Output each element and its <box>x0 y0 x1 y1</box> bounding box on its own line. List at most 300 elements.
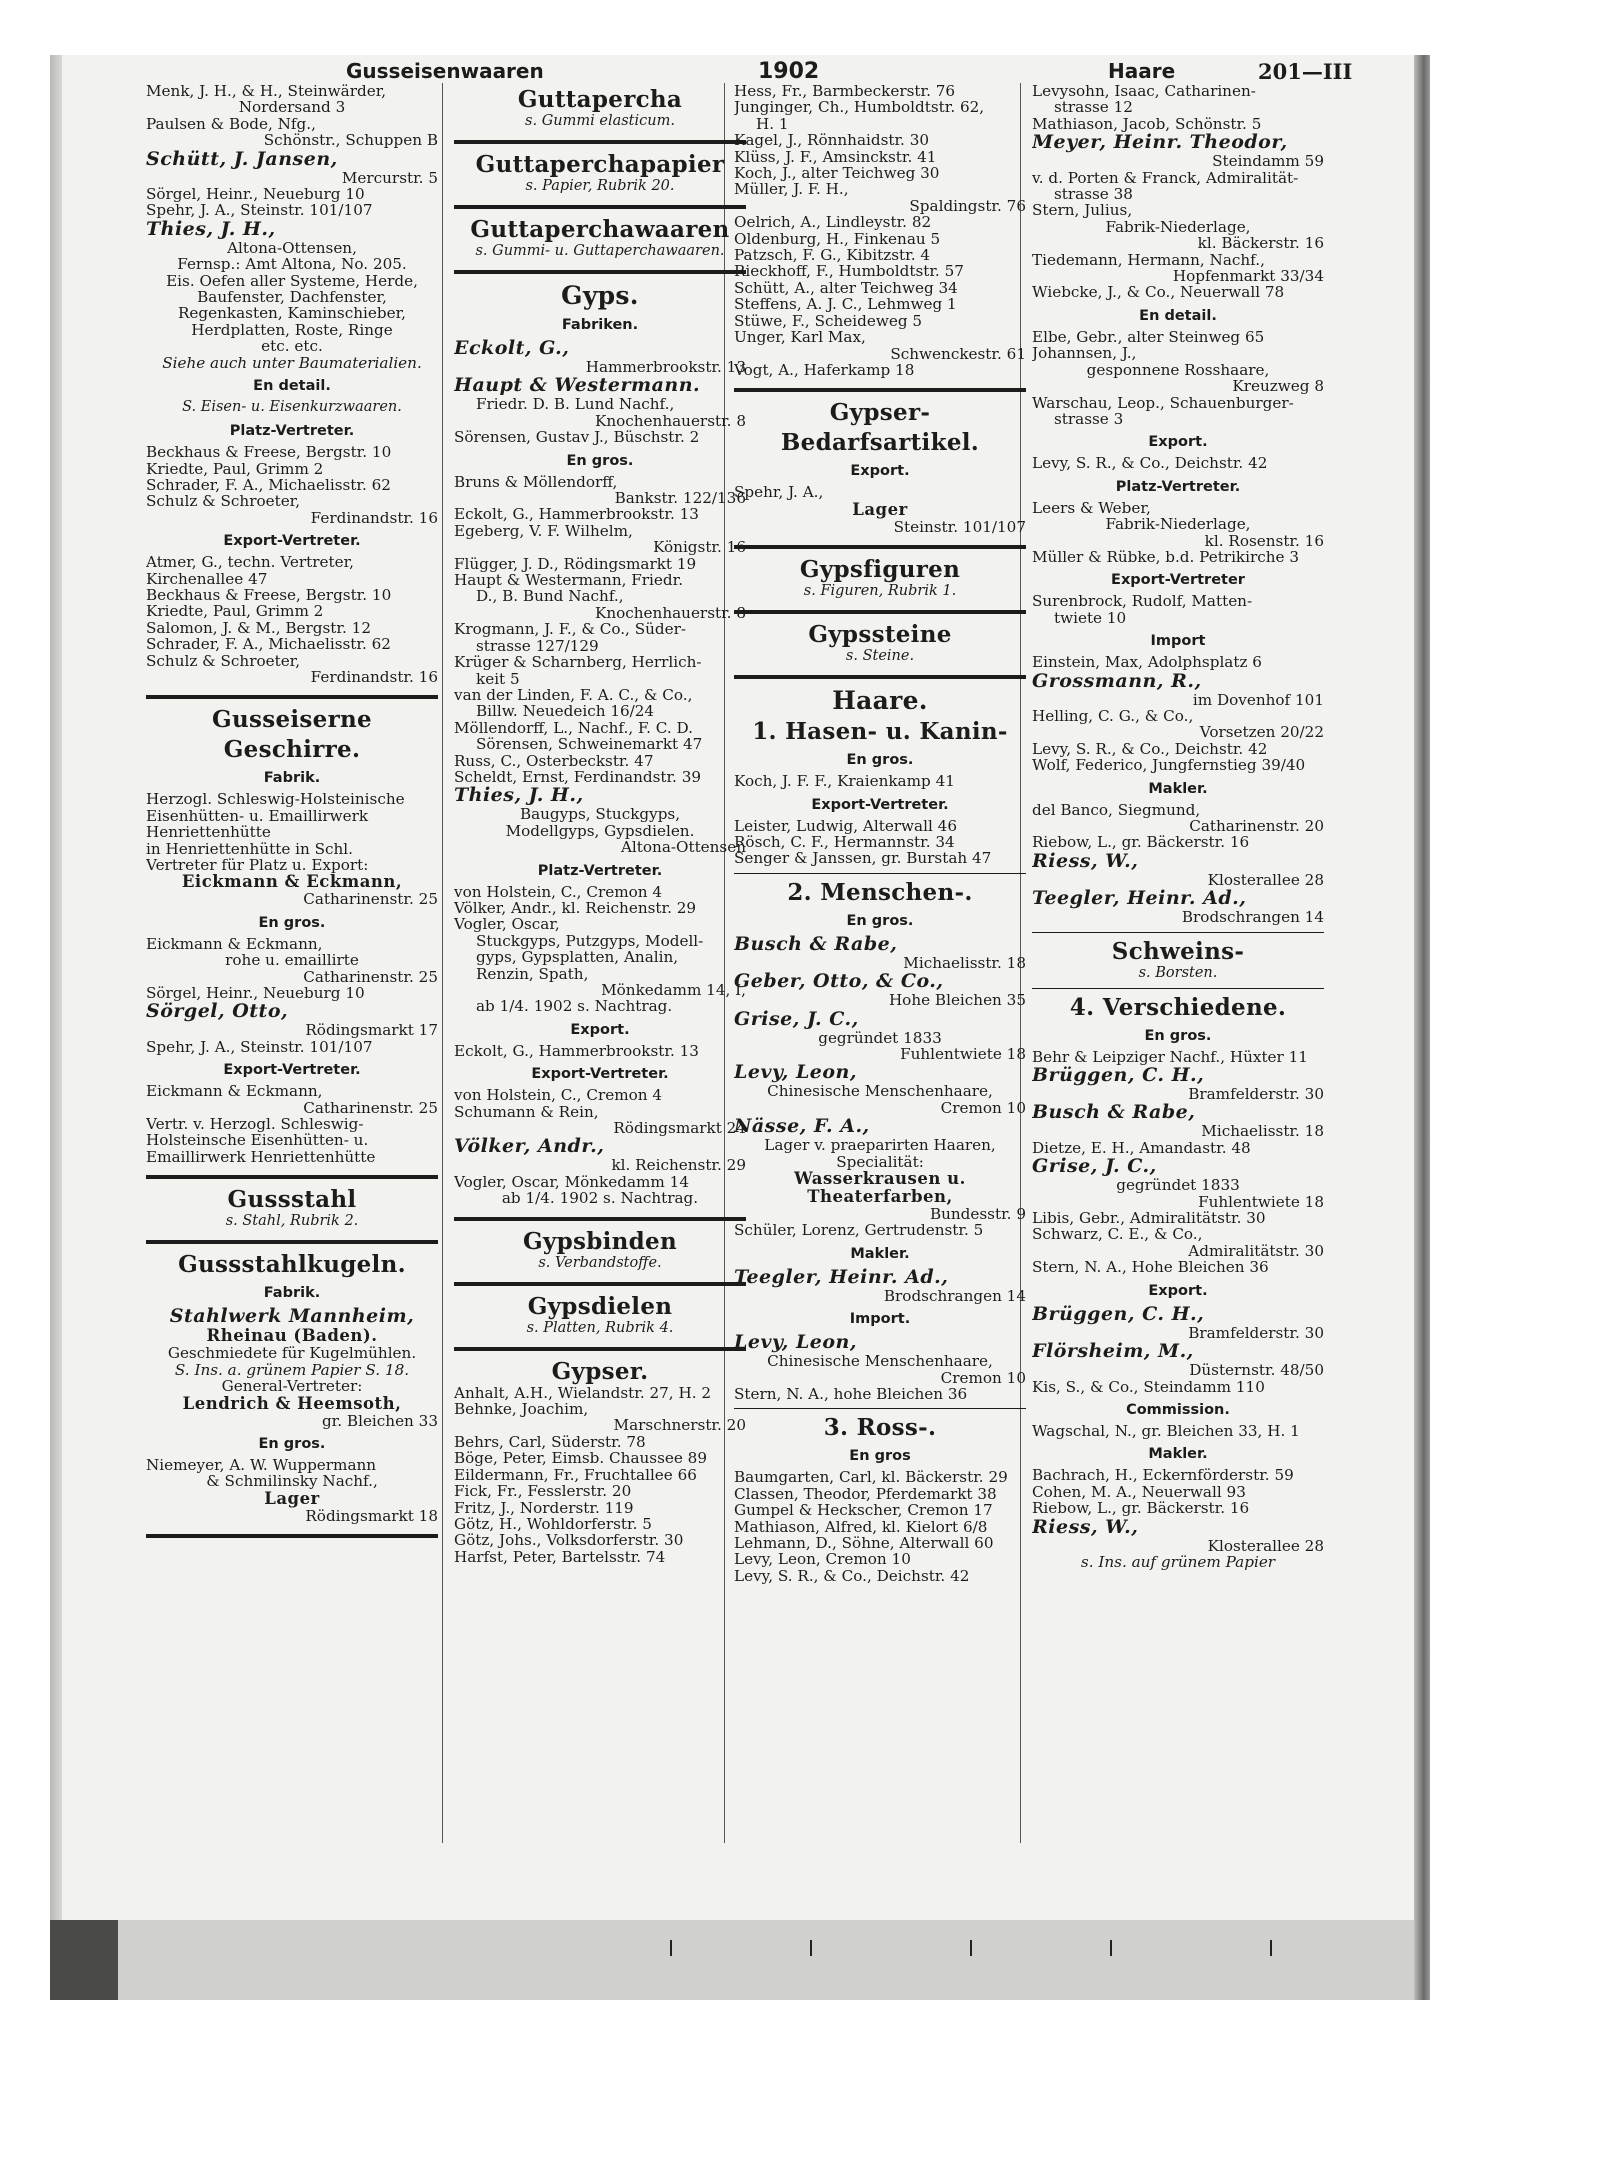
directory-entry: Altona-Ottensen, <box>227 238 357 257</box>
directory-entry: Bramfelderstr. 30 <box>1188 1085 1324 1104</box>
directory-entry: Kirchenallee 47 <box>146 569 268 588</box>
directory-entry: Catharinenstr. 20 <box>1189 817 1324 835</box>
cross-reference: s. Papier, Rubrik 20. <box>525 178 675 194</box>
header-year: 1902 <box>758 59 820 84</box>
cross-reference: s. Steine. <box>845 648 915 665</box>
cross-reference: s. Stahl, Rubrik 2. <box>225 1213 359 1230</box>
cross-reference: s. Verbandstoffe. <box>538 1254 662 1271</box>
directory-entry: keit 5 <box>476 669 520 688</box>
section-heading: Bedarfsartikel. <box>780 429 980 457</box>
subsection-heading: Commission. <box>1126 1401 1230 1418</box>
directory-entry: Atmer, G., techn. Vertreter, <box>146 553 355 572</box>
cross-reference: s. Figuren, Rubrik 1. <box>803 583 957 600</box>
directory-entry: D., B. Bund Nachf., <box>476 587 624 606</box>
directory-entry: Brodschrangen 14 <box>1181 908 1324 927</box>
directory-entry: Fick, Fr., Fesslerstr. 20 <box>454 1482 632 1501</box>
directory-entry: Schütt, A., alter Teichweg 34 <box>734 278 958 297</box>
directory-entry: Menk, J. H., & H., Steinwärder, <box>146 83 387 100</box>
subsection-heading: Export-Vertreter. <box>223 533 361 550</box>
directory-entry: strasse 127/129 <box>476 636 599 655</box>
directory-entry: Chinesische Menschenhaare, <box>767 1082 993 1101</box>
directory-entry: Fritz, J., Norderstr. 119 <box>454 1498 634 1517</box>
firm-name: Riess, W., <box>1032 849 1139 872</box>
directory-entry: von Holstein, C., Cremon 4 <box>454 1086 663 1105</box>
directory-entry: van der Linden, F. A. C., & Co., <box>454 685 693 704</box>
directory-entry: Wagschal, N., gr. Bleichen 33, H. 1 <box>1032 1421 1300 1440</box>
directory-entry: Henriettenhütte <box>146 823 271 842</box>
directory-entry: Schumann & Rein, <box>454 1102 599 1121</box>
directory-entry: Steindamm 59 <box>1212 152 1324 171</box>
directory-entry: Knochenhauerstr. 8 <box>595 603 746 622</box>
directory-entry: gyps, Gypsplatten, Analin, <box>476 948 679 967</box>
directory-entry: Kreuzweg 8 <box>1232 377 1324 396</box>
directory-entry: del Banco, Siegmund, <box>1032 800 1201 819</box>
firm-name: Busch & Rabe, <box>1032 1101 1196 1124</box>
column-2 <box>454 83 746 1893</box>
section-heading: 4. Verschiedene. <box>1069 993 1287 1021</box>
directory-entry: Mönkedamm 14, I, <box>601 981 746 999</box>
directory-entry: Friedr. D. B. Lund Nachf., <box>476 395 675 414</box>
directory-entry: Klosterallee 28 <box>1207 1536 1324 1555</box>
directory-entry: Lager v. praeparirten Haaren, <box>764 1136 996 1155</box>
directory-entry: Cremon 10 <box>940 1368 1026 1387</box>
directory-entry: Eis. Oefen aller Systeme, Herde, <box>166 271 418 290</box>
firm-name: Rheinau (Baden). <box>206 1326 378 1346</box>
directory-entry: Spehr, J. A., Steinstr. 101/107 <box>146 1037 373 1056</box>
scan-tick <box>1270 1940 1272 1956</box>
directory-entry: Geschmiedete für Kugelmühlen. <box>167 1344 417 1363</box>
directory-entry: Billw. Neuedeich 16/24 <box>476 702 655 721</box>
section-rule <box>734 675 1026 679</box>
directory-entry: Catharinenstr. 25 <box>303 967 438 986</box>
section-heading: Guttapercha <box>517 86 683 113</box>
directory-entry: Surenbrock, Rudolf, Matten- <box>1032 592 1253 611</box>
firm-name: Busch & Rabe, <box>734 932 898 955</box>
directory-entry: Elbe, Gebr., alter Steinweg 65 <box>1032 327 1265 346</box>
directory-entry: Schönstr., Schuppen B <box>263 131 438 150</box>
directory-entry: Steffens, A. J. C., Lehmweg 1 <box>734 295 957 314</box>
directory-entry: Levy, Leon, Cremon 10 <box>734 1550 911 1569</box>
firm-name: Flörsheim, M., <box>1032 1340 1194 1363</box>
directory-entry: Flügger, J. D., Rödingsmarkt 19 <box>454 554 697 573</box>
subsection-heading: Platz-Vertreter. <box>1115 478 1241 495</box>
directory-entry: Scheldt, Ernst, Ferdinandstr. 39 <box>454 767 702 786</box>
directory-entry: Müller & Rübke, b.d. Petrikirche 3 <box>1032 547 1300 566</box>
directory-entry: strasse 12 <box>1054 98 1133 117</box>
section-rule <box>454 205 746 209</box>
section-heading: Geschirre. <box>223 736 361 764</box>
subsection-heading: Fabriken. <box>561 317 639 333</box>
subsection-heading: Export. <box>1148 1282 1208 1299</box>
subsection-heading: Makler. <box>1148 1446 1208 1463</box>
subsection-heading: En gros <box>849 1448 911 1465</box>
firm-name: Teegler, Heinr. Ad., <box>1032 887 1247 910</box>
directory-entry: Nordersand 3 <box>238 98 346 117</box>
directory-entry: Rödingsmarkt 18 <box>305 1506 438 1525</box>
directory-entry: twiete 10 <box>1054 608 1127 627</box>
subsection-heading: Fabrik. <box>263 1285 321 1302</box>
directory-entry: Paulsen & Bode, Nfg., <box>146 114 316 133</box>
directory-entry: gesponnene Rosshaare, <box>1086 360 1270 379</box>
directory-entry: Müller, J. F. H., <box>734 180 849 199</box>
directory-entry: Modellgyps, Gypsdielen. <box>505 821 695 840</box>
directory-entry: Warschau, Leop., Schauenburger- <box>1032 393 1294 412</box>
firm-name: Riess, W., <box>1032 1515 1139 1538</box>
section-heading: 2. Menschen-. <box>787 878 973 906</box>
directory-entry: Beckhaus & Freese, Bergstr. 10 <box>146 585 392 604</box>
directory-entry: Beckhaus & Freese, Bergstr. 10 <box>146 443 392 462</box>
firm-name: Theaterfarben, <box>807 1187 953 1206</box>
cross-reference: s. Borsten. <box>1138 964 1218 981</box>
directory-entry: v. d. Porten & Franck, Admiralität- <box>1032 168 1299 187</box>
directory-entry: Patzsch, F. G., Kibitzstr. 4 <box>734 246 931 265</box>
firm-name: Grise, J. C., <box>1032 1155 1157 1178</box>
directory-entry: Riebow, L., gr. Bäckerstr. 16 <box>1032 1499 1250 1518</box>
directory-entry: Völker, Andr., kl. Reichenstr. 29 <box>454 898 697 917</box>
column-rule <box>442 83 443 1843</box>
header-left-keyword: Gusseisenwaaren <box>346 59 544 83</box>
directory-entry: Anhalt, A.H., Wielandstr. 27, H. 2 <box>454 1383 712 1402</box>
directory-entry: Baugyps, Stuckgyps, <box>519 805 681 824</box>
section-rule <box>734 1408 1026 1409</box>
directory-entry: H. 1 <box>756 114 789 133</box>
directory-entry: Gumpel & Heckscher, Cremon 17 <box>734 1501 993 1520</box>
directory-entry: Michaelisstr. 18 <box>903 953 1026 972</box>
directory-entry: Möllendorff, L., Nachf., F. C. D. <box>454 718 693 737</box>
directory-entry: Junginger, Ch., Humboldtstr. 62, <box>734 98 985 117</box>
directory-entry: Eickmann & Eckmann, <box>146 934 323 953</box>
subsection-heading: Import. <box>849 1311 911 1328</box>
directory-entry: ab 1/4. 1902 s. Nachtrag. <box>501 1189 699 1208</box>
firm-name: Thies, J. H., <box>146 217 276 240</box>
directory-entry: Koch, J. F. F., Kraienkamp 41 <box>734 772 955 791</box>
firm-name: Thies, J. H., <box>454 784 584 807</box>
section-rule <box>146 695 438 699</box>
section-rule <box>146 1240 438 1244</box>
section-heading: Gypsfiguren <box>799 556 961 584</box>
directory-entry: Oldenburg, H., Finkenau 5 <box>734 229 941 248</box>
scan-right-edge <box>1414 55 1430 2000</box>
directory-entry: Eildermann, Fr., Fruchtallee 66 <box>454 1465 697 1484</box>
directory-entry: im Dovenhof 101 <box>1192 690 1324 709</box>
directory-page <box>62 55 1414 1920</box>
directory-entry: Schulz & Schroeter, <box>146 492 301 511</box>
directory-entry: Michaelisstr. 18 <box>1201 1122 1324 1141</box>
directory-entry: Vogt, A., Haferkamp 18 <box>734 360 915 379</box>
directory-entry: Siehe auch unter Baumaterialien. <box>162 353 422 372</box>
directory-entry: Klüss, J. F., Amsinckstr. 41 <box>734 147 937 166</box>
directory-entry: Spaldingstr. 76 <box>909 196 1026 215</box>
subsection-heading: Export-Vertreter. <box>531 1066 669 1083</box>
directory-entry: Kagel, J., Rönnhaidstr. 30 <box>734 131 930 150</box>
subsection-heading: En detail. <box>1139 307 1217 324</box>
firm-name: Nässe, F. A., <box>734 1115 870 1138</box>
firm-name: Völker, Andr., <box>454 1135 605 1158</box>
directory-entry: kl. Bäckerstr. 16 <box>1197 234 1324 253</box>
directory-entry: strasse 3 <box>1054 409 1124 428</box>
subsection-heading: Export. <box>570 1021 630 1038</box>
section-rule <box>454 1347 746 1351</box>
firm-name: Teegler, Heinr. Ad., <box>734 1265 949 1288</box>
section-rule <box>454 270 746 274</box>
directory-entry: gegründet 1833 <box>1116 1176 1240 1195</box>
subsection-heading: Export-Vertreter <box>1111 572 1245 589</box>
directory-entry: Krüger & Scharnberg, Herrlich- <box>454 653 702 672</box>
directory-entry: in Henriettenhütte in Schl. <box>146 839 353 858</box>
directory-entry: Catharinenstr. 25 <box>303 1098 438 1117</box>
directory-entry: Johannsen, J., <box>1032 344 1137 363</box>
binding-spine <box>50 55 62 2000</box>
firm-name: Schütt, J. Jansen, <box>146 147 338 170</box>
directory-entry: Bramfelderstr. 30 <box>1188 1323 1324 1342</box>
subsection-heading: Makler. <box>1148 780 1208 797</box>
section-heading: Gyps. <box>561 281 639 310</box>
directory-entry: Düsternstr. 48/50 <box>1189 1361 1324 1380</box>
directory-entry: Fuhlentwiete 18 <box>1198 1192 1324 1211</box>
section-rule <box>734 610 1026 614</box>
subsection-heading: Export. <box>1148 434 1208 451</box>
directory-entry: Holsteinsche Eisenhütten- u. <box>146 1131 369 1150</box>
scan-tick <box>1110 1940 1112 1956</box>
directory-entry: Levysohn, Isaac, Catharinen- <box>1032 83 1256 100</box>
directory-entry: Levy, S. R., & Co., Deichstr. 42 <box>1032 739 1268 758</box>
directory-entry: Mathiason, Jacob, Schönstr. 5 <box>1032 114 1262 133</box>
scan-bottom-strip <box>50 1920 1430 2000</box>
directory-entry: Hess, Fr., Barmbeckerstr. 76 <box>734 83 956 100</box>
directory-entry: Schüler, Lorenz, Gertrudenstr. 5 <box>734 1221 984 1240</box>
section-rule <box>1032 988 1324 989</box>
scan-tick <box>670 1940 672 1956</box>
running-header <box>146 57 1366 85</box>
directory-entry: Schwenckestr. 61 <box>890 344 1026 363</box>
directory-entry: Libis, Gebr., Admiralitätstr. 30 <box>1032 1209 1266 1228</box>
directory-entry: Behr & Leipziger Nachf., Hüxter 11 <box>1032 1047 1308 1066</box>
cross-reference: s. Gummi elasticum. <box>525 113 675 129</box>
directory-entry: Behnke, Joachim, <box>454 1400 589 1419</box>
section-heading: Guttaperchawaaren <box>470 216 730 243</box>
firm-name: Brüggen, C. H., <box>1032 1302 1205 1325</box>
section-rule <box>454 1282 746 1286</box>
directory-entry: Vertr. v. Herzogl. Schleswig- <box>146 1115 364 1134</box>
directory-entry: Eckolt, G., Hammerbrookstr. 13 <box>454 505 699 524</box>
firm-name: Lager <box>852 499 908 519</box>
directory-entry: & Schmilinsky Nachf., <box>206 1472 378 1491</box>
scan-tick <box>970 1940 972 1956</box>
subsection-heading: En detail. <box>253 378 331 395</box>
directory-entry: Herdplatten, Roste, Ringe <box>191 320 393 339</box>
directory-entry: Admiralitätstr. 30 <box>1188 1241 1324 1260</box>
section-heading: Guttaperchapapier <box>475 151 725 178</box>
section-rule <box>454 1217 746 1221</box>
column-4 <box>1032 83 1324 1893</box>
directory-entry: Classen, Theodor, Pferdemarkt 38 <box>734 1484 997 1503</box>
directory-entry: Stüwe, F., Scheideweg 5 <box>734 311 923 330</box>
directory-entry: Salomon, J. & M., Bergstr. 12 <box>146 618 371 637</box>
directory-entry: Niemeyer, A. W. Wuppermann <box>146 1455 377 1474</box>
directory-entry: Egeberg, V. F. Wilhelm, <box>454 521 633 540</box>
directory-entry: Haupt & Westermann, Friedr. <box>454 571 684 590</box>
directory-entry: Sörgel, Heinr., Neueburg 10 <box>146 984 365 1003</box>
section-heading: Gypser- <box>829 399 931 427</box>
directory-entry: Hopfenmarkt 33/34 <box>1172 267 1324 286</box>
directory-entry: Einstein, Max, Adolphsplatz 6 <box>1032 653 1262 672</box>
directory-entry: kl. Rosenstr. 16 <box>1204 531 1324 550</box>
section-heading: Haare. <box>832 686 928 716</box>
section-heading: Gypssteine <box>808 621 952 649</box>
directory-entry: Levy, S. R., & Co., Deichstr. 42 <box>734 1566 970 1585</box>
directory-entry: Vogler, Oscar, <box>454 915 560 934</box>
directory-entry: Baufenster, Dachfenster, <box>197 288 387 307</box>
directory-entry: Sörensen, Schweinemarkt 47 <box>476 735 703 754</box>
scanned-page <box>50 55 1430 2000</box>
directory-entry: Götz, H., Wohldorferstr. 5 <box>454 1514 652 1533</box>
directory-entry: ab 1/4. 1902 s. Nachtrag. <box>476 997 673 1016</box>
directory-entry: Cremon 10 <box>940 1098 1026 1117</box>
directory-entry: von Holstein, C., Cremon 4 <box>454 882 663 901</box>
directory-entry: Dietze, E. H., Amandastr. 48 <box>1032 1138 1251 1157</box>
subsection-heading: En gros. <box>258 914 326 931</box>
directory-entry: Bachrach, H., Eckernförderstr. 59 <box>1032 1466 1294 1485</box>
directory-entry: Senger & Janssen, gr. Burstah 47 <box>734 849 992 868</box>
subsection-heading: En gros. <box>1144 1027 1212 1044</box>
section-rule <box>454 140 746 144</box>
directory-entry: Herzogl. Schleswig-Holsteinische <box>146 790 405 809</box>
firm-name: Grise, J. C., <box>734 1007 859 1030</box>
firm-name: Grossmann, R., <box>1032 669 1202 692</box>
section-rule <box>1032 932 1324 933</box>
directory-entry: Eckolt, G., Hammerbrookstr. 13 <box>454 1041 699 1060</box>
directory-entry: Emaillirwerk Henriettenhütte <box>146 1147 376 1166</box>
directory-entry: Riebow, L., gr. Bäckerstr. 16 <box>1032 833 1250 852</box>
firm-name: Wasserkrausen u. <box>794 1169 966 1188</box>
directory-entry: Stern, N. A., hohe Bleichen 36 <box>734 1385 968 1404</box>
directory-entry: Rösch, C. F., Hermannstr. 34 <box>734 832 955 851</box>
section-rule <box>146 1175 438 1179</box>
directory-entry: Mathiason, Alfred, kl. Kielort 6/8 <box>734 1517 988 1536</box>
directory-entry: Stern, N. A., Hohe Bleichen 36 <box>1032 1258 1269 1277</box>
directory-entry: Bankstr. 122/136 <box>614 489 746 508</box>
firm-name: Sörgel, Otto, <box>146 1000 289 1023</box>
directory-entry: Wiebcke, J., & Co., Neuerwall 78 <box>1032 283 1285 302</box>
firm-name: Meyer, Heinr. Theodor, <box>1032 131 1288 154</box>
directory-entry: Spehr, J. A., <box>734 483 824 502</box>
directory-entry: Helling, C. G., & Co., <box>1032 706 1194 725</box>
directory-entry: s. Ins. auf grünem Papier <box>1080 1552 1276 1571</box>
page-number: 201—III <box>1258 59 1353 84</box>
directory-entry: Koch, J., alter Teichweg 30 <box>734 164 940 183</box>
directory-entry: Fernsp.: Amt Altona, No. 205. <box>177 255 407 274</box>
header-right-keyword: Haare <box>1108 59 1176 83</box>
directory-entry: Altona-Ottensen <box>620 838 746 857</box>
section-rule <box>734 873 1026 874</box>
directory-entry: Rödingsmarkt 24 <box>613 1119 746 1138</box>
directory-entry: Vogler, Oscar, Mönkedamm 14 <box>454 1172 689 1191</box>
directory-entry: Schrader, F. A., Michaelisstr. 62 <box>146 475 391 494</box>
directory-entry: Götz, Johs., Volksdorferstr. 30 <box>454 1531 684 1550</box>
firm-name: Levy, Leon, <box>734 1331 857 1354</box>
directory-entry: Leers & Weber, <box>1032 498 1151 517</box>
cross-reference: S. Eisen- u. Eisenkurzwaaren. <box>182 399 402 416</box>
subsection-heading: En gros. <box>566 452 634 469</box>
directory-entry: Rieckhoff, F., Humboldtstr. 57 <box>734 262 964 281</box>
section-heading: Gypser. <box>551 1357 649 1385</box>
directory-entry: Krogmann, J. F., & Co., Süder- <box>454 620 686 639</box>
directory-entry: Regenkasten, Kaminschieber, <box>178 304 406 323</box>
directory-entry: Kriedte, Paul, Grimm 2 <box>146 602 324 621</box>
firm-name: Lendrich & Heemsoth, <box>182 1393 402 1413</box>
directory-entry: Schrader, F. A., Michaelisstr. 62 <box>146 635 391 654</box>
directory-entry: Levy, S. R., & Co., Deichstr. 42 <box>1032 454 1268 473</box>
directory-entry: Sörgel, Heinr., Neueburg 10 <box>146 185 365 204</box>
directory-entry: Eisenhütten- u. Emaillirwerk <box>146 806 369 825</box>
directory-entry: Russ, C., Osterbeckstr. 47 <box>454 751 654 770</box>
subsection-heading: Platz-Vertreter. <box>229 423 355 440</box>
cross-reference: s. Platten, Rubrik 4. <box>526 1319 674 1336</box>
section-rule <box>146 1534 438 1538</box>
section-heading: Gypsbinden <box>522 1227 678 1255</box>
directory-entry: Unger, Karl Max, <box>734 328 866 347</box>
directory-entry: Klosterallee 28 <box>1207 870 1324 889</box>
firm-name: Levy, Leon, <box>734 1061 857 1084</box>
firm-name: Haupt & Westermann. <box>454 374 701 397</box>
directory-entry: Fuhlentwiete 18 <box>900 1044 1026 1063</box>
directory-entry: etc. etc. <box>261 337 323 356</box>
directory-entry: Fabrik-Niederlage, <box>1105 515 1251 534</box>
firm-name: Eckolt, G., <box>454 337 570 359</box>
directory-entry: gegründet 1833 <box>818 1028 942 1047</box>
directory-entry: General-Vertreter: <box>221 1377 363 1396</box>
directory-entry: strasse 38 <box>1054 185 1133 204</box>
directory-entry: Ferdinandstr. 16 <box>310 667 438 686</box>
directory-entry: Lehmann, D., Söhne, Alterwall 60 <box>734 1534 994 1553</box>
subsection-heading: En gros. <box>258 1435 326 1452</box>
directory-entry: Renzin, Spath, <box>476 964 589 983</box>
section-heading: Schweins- <box>1111 937 1245 965</box>
section-heading: Gypsdielen <box>527 1292 673 1320</box>
subsection-heading: Fabrik. <box>263 770 321 787</box>
directory-entry: Hohe Bleichen 35 <box>888 991 1026 1010</box>
section-heading: 3. Ross-. <box>823 1414 937 1442</box>
directory-entry: Specialität: <box>836 1152 924 1171</box>
directory-entry: Schwarz, C. E., & Co., <box>1032 1225 1203 1244</box>
subsection-heading: Export. <box>850 463 910 480</box>
directory-entry: Vorsetzen 20/22 <box>1199 723 1324 742</box>
directory-entry: Wolf, Federico, Jungfernstieg 39/40 <box>1032 756 1306 775</box>
directory-entry: Oelrich, A., Lindleystr. 82 <box>734 213 932 232</box>
directory-entry: Kriedte, Paul, Grimm 2 <box>146 459 324 478</box>
directory-entry: Eickmann & Eckmann, <box>146 1082 323 1101</box>
firm-name: Geber, Otto, & Co., <box>734 970 944 993</box>
directory-entry: gr. Bleichen 33 <box>321 1411 438 1430</box>
directory-entry: Schulz & Schroeter, <box>146 651 301 670</box>
directory-entry: Harfst, Peter, Bartelsstr. 74 <box>454 1547 666 1566</box>
subsection-heading: En gros. <box>846 752 914 769</box>
directory-entry: Behrs, Carl, Süderstr. 78 <box>454 1432 646 1451</box>
directory-entry: Spehr, J. A., Steinstr. 101/107 <box>146 201 373 220</box>
subsection-heading: Export-Vertreter. <box>223 1062 361 1079</box>
directory-entry: Vertreter für Platz u. Export: <box>146 856 369 874</box>
directory-entry: kl. Reichenstr. 29 <box>611 1156 746 1175</box>
section-heading: 1. Hasen- u. Kanin- <box>752 718 1008 746</box>
directory-entry: Stuckgyps, Putzgyps, Modell- <box>476 931 704 950</box>
directory-entry: Kis, S., & Co., Steindamm 110 <box>1032 1377 1265 1396</box>
section-heading: Gusseiserne <box>212 706 372 734</box>
directory-entry: S. Ins. a. grünem Papier S. 18. <box>174 1360 410 1379</box>
subsection-heading: En gros. <box>846 912 914 929</box>
directory-entry: Mercurstr. 5 <box>341 168 438 187</box>
directory-entry: Cohen, M. A., Neuerwall 93 <box>1032 1482 1246 1501</box>
firm-name: Lager <box>264 1488 320 1508</box>
